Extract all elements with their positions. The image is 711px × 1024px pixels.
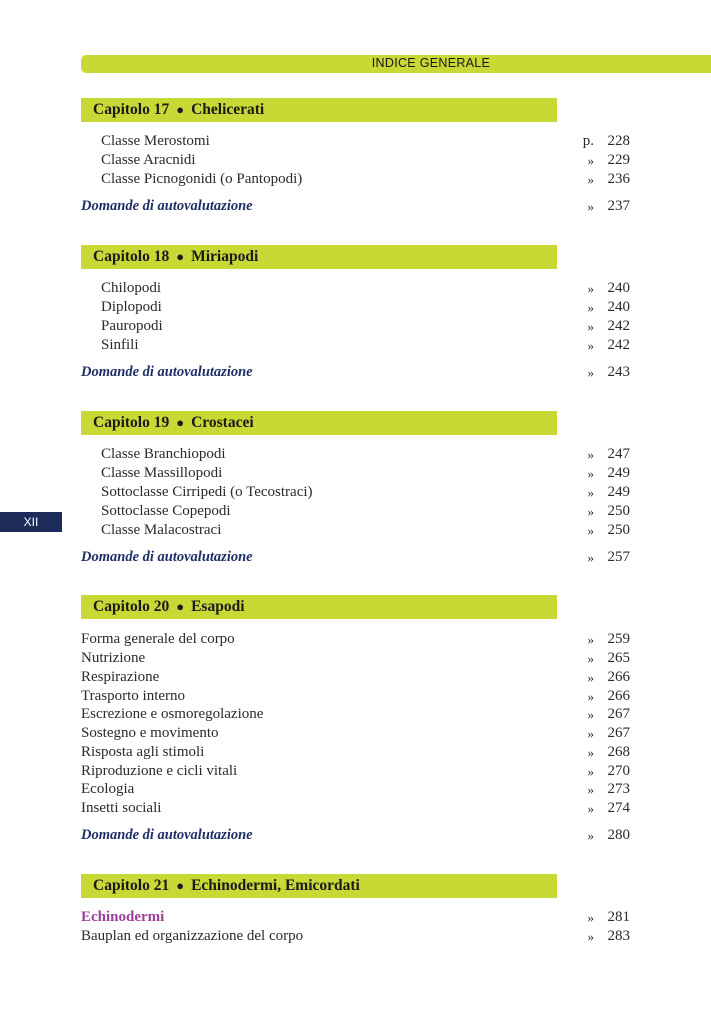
toc-entry[interactable] <box>0 799 640 818</box>
toc-entry[interactable] <box>0 483 640 502</box>
entry-label: Classe Massillopodi <box>101 465 223 481</box>
entry-label: Classe Picnogonidi (o Pantopodi) <box>101 171 303 187</box>
page-number: 265 <box>607 650 630 666</box>
page-marker: » <box>587 782 594 797</box>
page-number: 249 <box>607 465 630 481</box>
page-marker: » <box>587 504 594 519</box>
toc-entry[interactable] <box>0 132 640 151</box>
page-number: 274 <box>607 800 630 816</box>
page-number: 273 <box>607 781 630 797</box>
page-number: 268 <box>607 744 630 760</box>
page-number: 259 <box>607 631 630 647</box>
chapter-title: Esapodi <box>191 598 245 615</box>
entry-label: Sottoclasse Copepodi <box>101 503 231 519</box>
chapter-number: Capitolo 17 <box>93 101 170 118</box>
page-number: 270 <box>607 763 630 779</box>
page-marker: » <box>587 447 594 462</box>
bullet-icon: ● <box>176 878 185 893</box>
page-number: 249 <box>607 484 630 500</box>
header-bar <box>81 55 711 73</box>
toc-entry[interactable] <box>0 724 640 743</box>
page-number: 236 <box>607 171 630 187</box>
entry-label: Sostegno e movimento <box>81 725 219 741</box>
page-marker: » <box>587 485 594 500</box>
toc-entry[interactable] <box>0 336 640 355</box>
page-number: 257 <box>607 549 630 565</box>
page-number: 237 <box>607 198 630 214</box>
page-number: 267 <box>607 706 630 722</box>
entry-label: Domande di autovalutazione <box>81 198 253 214</box>
chapter-21-heading[interactable] <box>81 874 557 898</box>
entry-label: Ecologia <box>81 781 135 797</box>
page-marker: » <box>587 365 594 380</box>
page-number: 228 <box>607 133 630 149</box>
entry-label: Diplopodi <box>101 299 162 315</box>
page-marker: » <box>587 281 594 296</box>
chapter-19-heading[interactable] <box>81 411 557 435</box>
review-questions-entry[interactable] <box>0 363 640 382</box>
section-heading-entry[interactable] <box>0 908 640 927</box>
toc-entry[interactable] <box>0 502 640 521</box>
review-questions-entry[interactable] <box>0 826 640 845</box>
entry-label: Pauropodi <box>101 318 163 334</box>
bullet-icon: ● <box>176 102 185 117</box>
entry-label: Classe Branchiopodi <box>101 446 226 462</box>
entry-label: Classe Aracnidi <box>101 152 196 168</box>
page-marker: » <box>587 745 594 760</box>
page-marker: » <box>587 707 594 722</box>
page-marker: » <box>587 550 594 565</box>
entry-label: Forma generale del corpo <box>81 631 235 647</box>
header-title: INDICE GENERALE <box>371 56 491 70</box>
entry-label: Riproduzione e cicli vitali <box>81 763 238 779</box>
page-number: 283 <box>607 928 630 944</box>
toc-entry[interactable] <box>0 687 640 706</box>
page-number: 247 <box>607 446 630 462</box>
entry-label: Domande di autovalutazione <box>81 364 253 380</box>
entry-label: Domande di autovalutazione <box>81 549 253 565</box>
page-number: 240 <box>607 280 630 296</box>
page-marker: » <box>587 801 594 816</box>
toc-entry[interactable] <box>0 279 640 298</box>
entry-label: Risposta agli stimoli <box>81 744 205 760</box>
page-number: 266 <box>607 688 630 704</box>
page-marker: » <box>587 726 594 741</box>
toc-entry[interactable] <box>0 630 640 649</box>
page-marker: » <box>587 319 594 334</box>
page-number: 242 <box>607 318 630 334</box>
toc-entry[interactable] <box>0 705 640 724</box>
entry-label: Bauplan ed organizzazione del corpo <box>81 928 304 944</box>
page-marker: » <box>587 689 594 704</box>
page-marker: » <box>587 764 594 779</box>
page-number: 229 <box>607 152 630 168</box>
page-number: 240 <box>607 299 630 315</box>
entry-label: Escrezione e osmoregolazione <box>81 706 264 722</box>
chapter-number: Capitolo 20 <box>93 598 170 615</box>
review-questions-entry[interactable] <box>0 548 640 567</box>
page-marker: » <box>587 199 594 214</box>
page-marker: p. <box>582 133 594 149</box>
page-marker: » <box>587 466 594 481</box>
toc-entry[interactable] <box>0 762 640 781</box>
toc-entry[interactable] <box>0 445 640 464</box>
page-number: 242 <box>607 337 630 353</box>
page-marker: » <box>587 910 594 925</box>
chapter-number: Capitolo 18 <box>93 248 170 265</box>
page-marker: » <box>587 300 594 315</box>
page-number: 266 <box>607 669 630 685</box>
page-marker: » <box>587 651 594 666</box>
entry-label: Classe Merostomi <box>101 133 210 149</box>
entry-label: Insetti sociali <box>81 800 162 816</box>
toc-entry[interactable] <box>0 151 640 170</box>
toc-entry[interactable] <box>0 649 640 668</box>
bullet-icon: ● <box>176 599 185 614</box>
chapter-20-heading[interactable] <box>81 595 557 619</box>
chapter-number: Capitolo 21 <box>93 877 170 894</box>
toc-entry[interactable] <box>0 170 640 189</box>
chapter-number: Capitolo 19 <box>93 414 170 431</box>
toc-entry[interactable] <box>0 927 640 946</box>
entry-label: Classe Malacostraci <box>101 522 222 538</box>
entry-label: Nutrizione <box>81 650 146 666</box>
toc-entry[interactable] <box>0 317 640 336</box>
entry-label: Domande di autovalutazione <box>81 827 253 843</box>
chapter-17-heading[interactable] <box>81 98 557 122</box>
bullet-icon: ● <box>176 415 185 430</box>
page-marker: » <box>587 670 594 685</box>
page-number-tab: XII <box>0 512 62 532</box>
page-marker: » <box>587 153 594 168</box>
page-marker: » <box>587 632 594 647</box>
chapter-18-heading[interactable] <box>81 245 557 269</box>
toc-entry[interactable] <box>0 668 640 687</box>
chapter-title: Miriapodi <box>191 248 259 265</box>
page-marker: » <box>587 338 594 353</box>
toc-entry[interactable] <box>0 780 640 799</box>
entry-label: Chilopodi <box>101 280 162 296</box>
entry-label: Respirazione <box>81 669 160 685</box>
page-number: 250 <box>607 503 630 519</box>
page-marker: » <box>587 828 594 843</box>
entry-label: Trasporto interno <box>81 688 186 704</box>
entry-label: Sottoclasse Cirripedi (o Tecostraci) <box>101 484 313 500</box>
page-number: 250 <box>607 522 630 538</box>
toc-entry[interactable] <box>0 743 640 762</box>
bullet-icon: ● <box>176 249 185 264</box>
page-marker: » <box>587 172 594 187</box>
page-number: 281 <box>607 909 630 925</box>
page-number: 267 <box>607 725 630 741</box>
chapter-title: Echinodermi, Emicordati <box>191 877 360 894</box>
page-marker: » <box>587 929 594 944</box>
page-number: 243 <box>607 364 630 380</box>
toc-entry[interactable] <box>0 298 640 317</box>
review-questions-entry[interactable] <box>0 197 640 216</box>
chapter-title: Chelicerati <box>191 101 265 118</box>
toc-entry[interactable] <box>0 521 640 540</box>
entry-label: Sinfili <box>101 337 139 353</box>
toc-entry[interactable] <box>0 464 640 483</box>
page-number: 280 <box>607 827 630 843</box>
page-marker: » <box>587 523 594 538</box>
section-label: Echinodermi <box>81 909 165 925</box>
chapter-title: Crostacei <box>191 414 254 431</box>
